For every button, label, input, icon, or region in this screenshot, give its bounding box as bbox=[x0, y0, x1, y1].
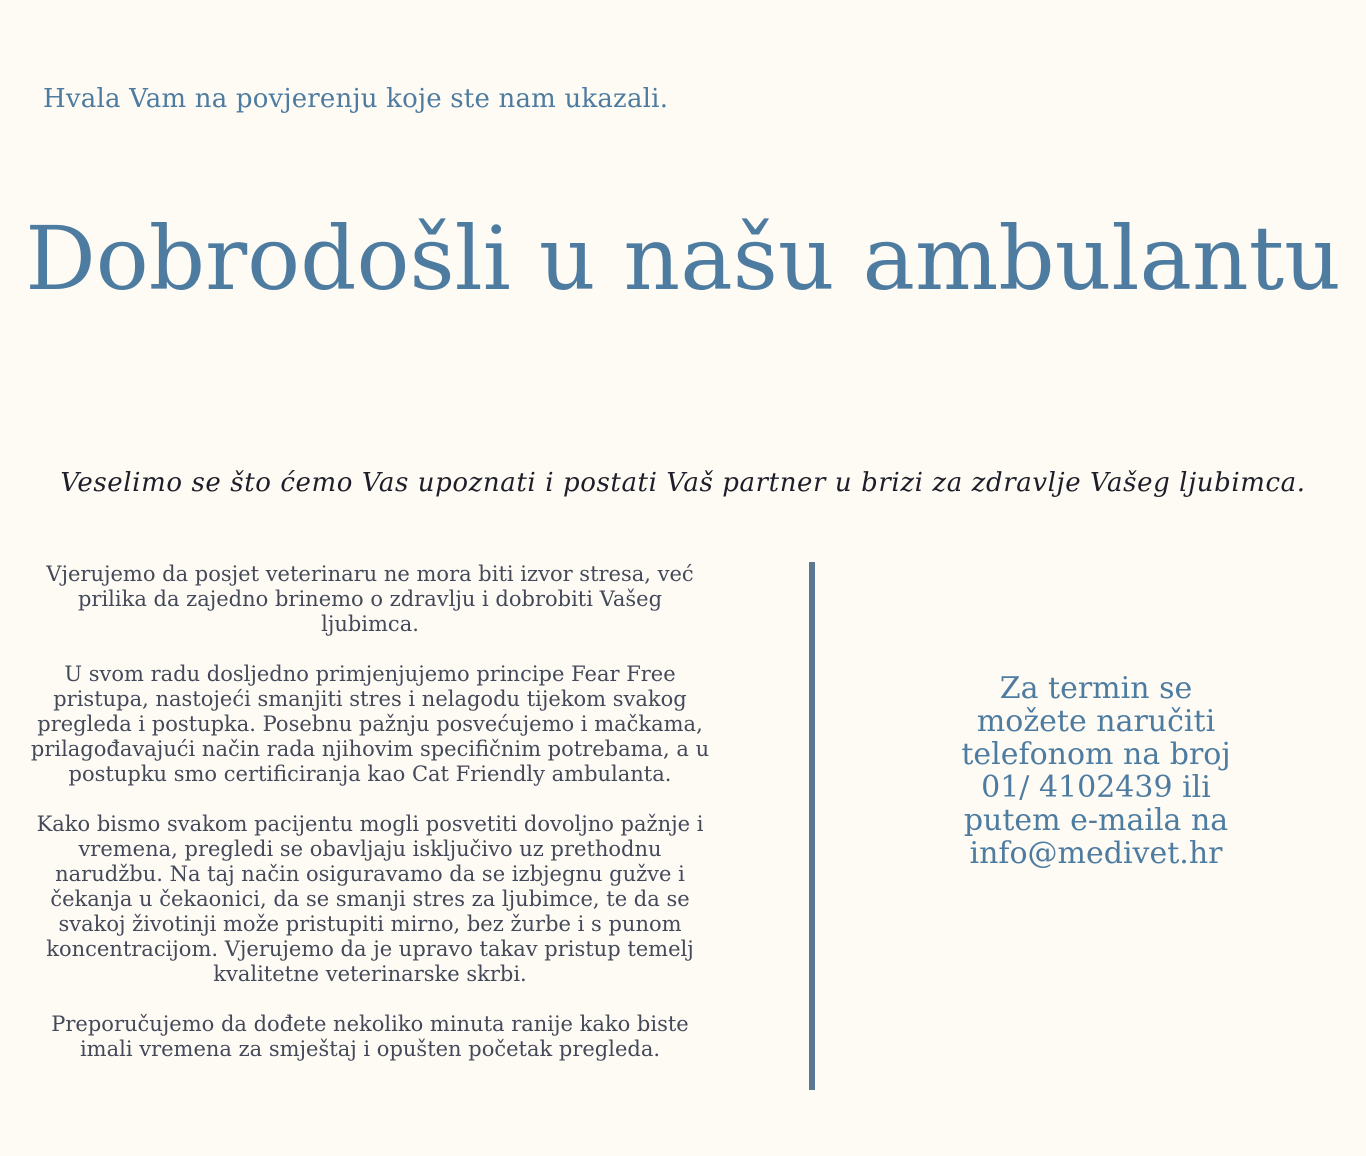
contact-info: Za termin se možete naručiti telefonom na broj 01/ 4102439 ili putem e-maila na info@medivet.hr bbox=[961, 671, 1231, 871]
paragraph-appointments: Kako bismo svakom pacijentu mogli posvetiti dovoljno pažnje i vremena, pregledi se obavljaju isključivo uz prethodnu narudžbu. Na taj način osiguravamo da se izbjegnu gužve i čekanja u čekaonici, da se smanji stres za ljubimce, te da se svakoj životinji može pristupiti mirno, bez žurbe i s punom koncentracijom. Vjerujemo da je upravo takav pristup temelj kvalitetne veterinarske skrbi. bbox=[36, 812, 704, 986]
thanks-message: Hvala Vam na povjerenju koje ste nam ukazali. bbox=[43, 84, 669, 114]
paragraph-fear-free: U svom radu dosljedno primjenjujemo principe Fear Free pristupa, nastojeći smanjiti stres i nelagodu tijekom svakog pregleda i postupka. Posebnu pažnju posvećujemo i mačkama, prilagođavajući način rada njihovim specifičnim potrebama, a u postupku smo certificiranja kao Cat Friendly ambulanta. bbox=[30, 662, 710, 786]
intro-text-column bbox=[30, 562, 710, 1087]
page-title: Dobrodošli u našu ambulantu bbox=[25, 207, 1341, 310]
column-divider bbox=[809, 562, 815, 1090]
paragraph-visit: Vjerujemo da posjet veterinaru ne mora biti izvor stresa, već prilika da zajedno brinemo o zdravlju i dobrobiti Vašeg ljubimca. bbox=[46, 562, 694, 636]
tagline: Veselimo se što ćemo Vas upoznati i postati Vaš partner u brizi za zdravlje Vašeg ljubimca. bbox=[60, 468, 1306, 498]
paragraph-arrival: Preporučujemo da dođete nekoliko minuta ranije kako biste imali vremena za smještaj i opušten početak pregleda. bbox=[51, 1012, 689, 1061]
